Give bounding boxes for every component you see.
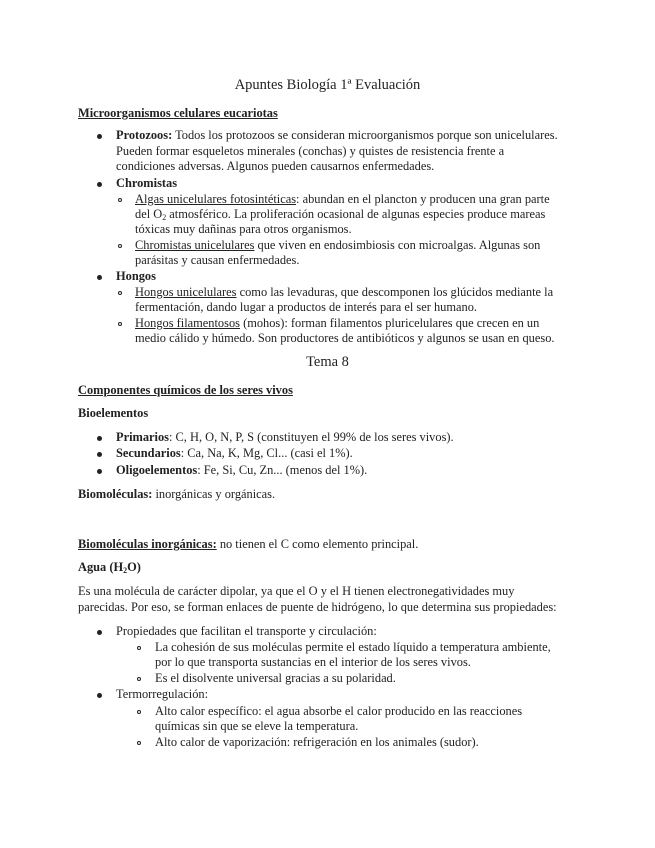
sub-bullet-circle: [118, 291, 122, 295]
propiedades-transporte: Propiedades que facilitan el transporte y circulación:: [116, 624, 377, 638]
tema-title: Tema 8: [306, 354, 349, 370]
chromistas-unicel-link-text: Chromistas unicelulares: [135, 238, 255, 252]
bioelementos-heading: Bioelementos: [78, 406, 149, 420]
sub-bullet-circle: [137, 741, 141, 745]
algas-text-2a: del O: [135, 207, 163, 221]
biomoleculas-text: inorgánicas y orgánicas.: [152, 487, 276, 501]
bullet-dot: [97, 436, 102, 441]
page-title: Apuntes Biología 1ª Evaluación: [234, 77, 421, 93]
hongos-filam-line-1: [135, 316, 539, 332]
section-heading-microorganismos: Microorganismos celulares eucariotas: [78, 106, 278, 120]
bullet-dot: [97, 275, 102, 280]
agua-heading-b: O): [127, 560, 141, 574]
agua-paragraph-line-2: parecidas. Por eso, se forman enlaces de puente de hidrógeno, lo que determina sus propiedades:: [78, 600, 557, 614]
section-heading-componentes: Componentes químicos de los seres vivos: [78, 383, 293, 397]
algas-line-1: [135, 192, 550, 208]
calor-vaporizacion-line: Alto calor de vaporización: refrigeración en los animales (sudor).: [155, 735, 479, 749]
primarios-label: Primarios: [116, 430, 169, 444]
algas-line-3: tóxicas muy dañinas para otros organismos.: [135, 222, 352, 236]
oligo-label: Oligoelementos: [116, 463, 198, 477]
secundarios-label: Secundarios: [116, 446, 181, 460]
bullet-dot: [97, 630, 102, 635]
protozoos-line-3: condiciones adversas. Algunos pueden causarnos enfermedades.: [116, 159, 435, 173]
secundarios-text: : Ca, Na, K, Mg, Cl... (casi el 1%).: [180, 446, 353, 460]
calor-especifico-line-1: Alto calor específico: el agua absorbe el calor producido en las reacciones: [155, 704, 523, 718]
oligo-line: [116, 463, 367, 479]
bullet-dot: [97, 182, 102, 187]
calor-especifico-line-2: químicas sin que se eleve la temperatura.: [155, 719, 359, 733]
algas-link-text: Algas unicelulares fotosintéticas: [135, 192, 297, 206]
agua-heading-a: Agua (H: [78, 560, 124, 574]
hongos-unicel-text: como las levaduras, que descomponen los glúcidos mediante la: [236, 285, 554, 299]
hongos-filam-line-2: medio cálido y húmedo. Son productores de antibióticos y algunos se usan en queso.: [135, 331, 555, 345]
biomol-inorg-line: [78, 537, 418, 553]
chromistas-label: Chromistas: [116, 176, 178, 190]
hongos-unicel-line-1: [135, 285, 553, 301]
protozoos-line-1: [116, 128, 558, 144]
biomol-inorg-heading: Biomoléculas inorgánicas:: [78, 537, 217, 551]
sub-bullet-circle: [118, 198, 122, 202]
bullet-dot: [97, 134, 102, 139]
chromistas-unicel-text: que viven en endosimbiosis con microalgas. Algunas son: [254, 238, 541, 252]
agua-paragraph-line-1: Es una molécula de carácter dipolar, ya que el O y el H tienen electronegatividades muy: [78, 584, 515, 598]
hongos-label: Hongos: [116, 269, 156, 283]
biomol-inorg-text: no tienen el C como elemento principal.: [216, 537, 419, 551]
sub-bullet-circle: [137, 677, 141, 681]
hongos-filam-text: (mohos): forman filamentos pluricelulares que crecen en un: [239, 316, 540, 330]
biomoleculas-line: [78, 487, 275, 503]
agua-heading: [78, 560, 141, 576]
secundarios-line: [116, 446, 353, 462]
sub-bullet-circle: [118, 244, 122, 248]
sub-bullet-circle: [118, 322, 122, 326]
biomoleculas-label: Biomoléculas:: [78, 487, 153, 501]
primarios-line: [116, 430, 454, 446]
bullet-dot: [97, 693, 102, 698]
bullet-dot: [97, 452, 102, 457]
primarios-text: : C, H, O, N, P, S (constituyen el 99% de los seres vivos).: [169, 430, 454, 444]
hongos-filam-link-text: Hongos filamentosos: [135, 316, 240, 330]
algas-line-2: [135, 207, 545, 223]
chromistas-unicel-line-1: [135, 238, 540, 254]
chromistas-unicel-line-2: parásitas y causan enfermedades.: [135, 253, 300, 267]
protozoos-line-2: Pueden formar esqueletos minerales (conchas) y quistes de resistencia frente a: [116, 144, 505, 158]
hongos-unicel-line-2: fermentación, dando lugar a productos de interés para el ser humano.: [135, 300, 477, 314]
sub-bullet-circle: [137, 646, 141, 650]
hongos-unicel-link-text: Hongos unicelulares: [135, 285, 237, 299]
cohesion-line-2: por lo que transporta sustancias en el interior de los seres vivos.: [155, 655, 471, 669]
algas-text: : abundan en el plancton y producen una gran parte: [296, 192, 550, 206]
cohesion-line-1: La cohesión de sus moléculas permite el estado líquido a temperatura ambiente,: [155, 640, 551, 654]
bullet-dot: [97, 469, 102, 474]
termorregulacion: Termorregulación:: [116, 687, 209, 701]
disolvente-line: Es el disolvente universal gracias a su polaridad.: [155, 671, 396, 685]
protozoos-label: Protozoos:: [116, 128, 173, 142]
subscript-2: 2: [162, 213, 167, 222]
sub-bullet-circle: [137, 710, 141, 714]
protozoos-text: Todos los protozoos se consideran microorganismos porque son unicelulares.: [172, 128, 558, 142]
subscript-2: 2: [123, 566, 128, 575]
algas-text-2b: atmosférico. La proliferación ocasional de algunas especies produce mareas: [166, 207, 546, 221]
oligo-text: : Fe, Si, Cu, Zn... (menos del 1%).: [197, 463, 368, 477]
